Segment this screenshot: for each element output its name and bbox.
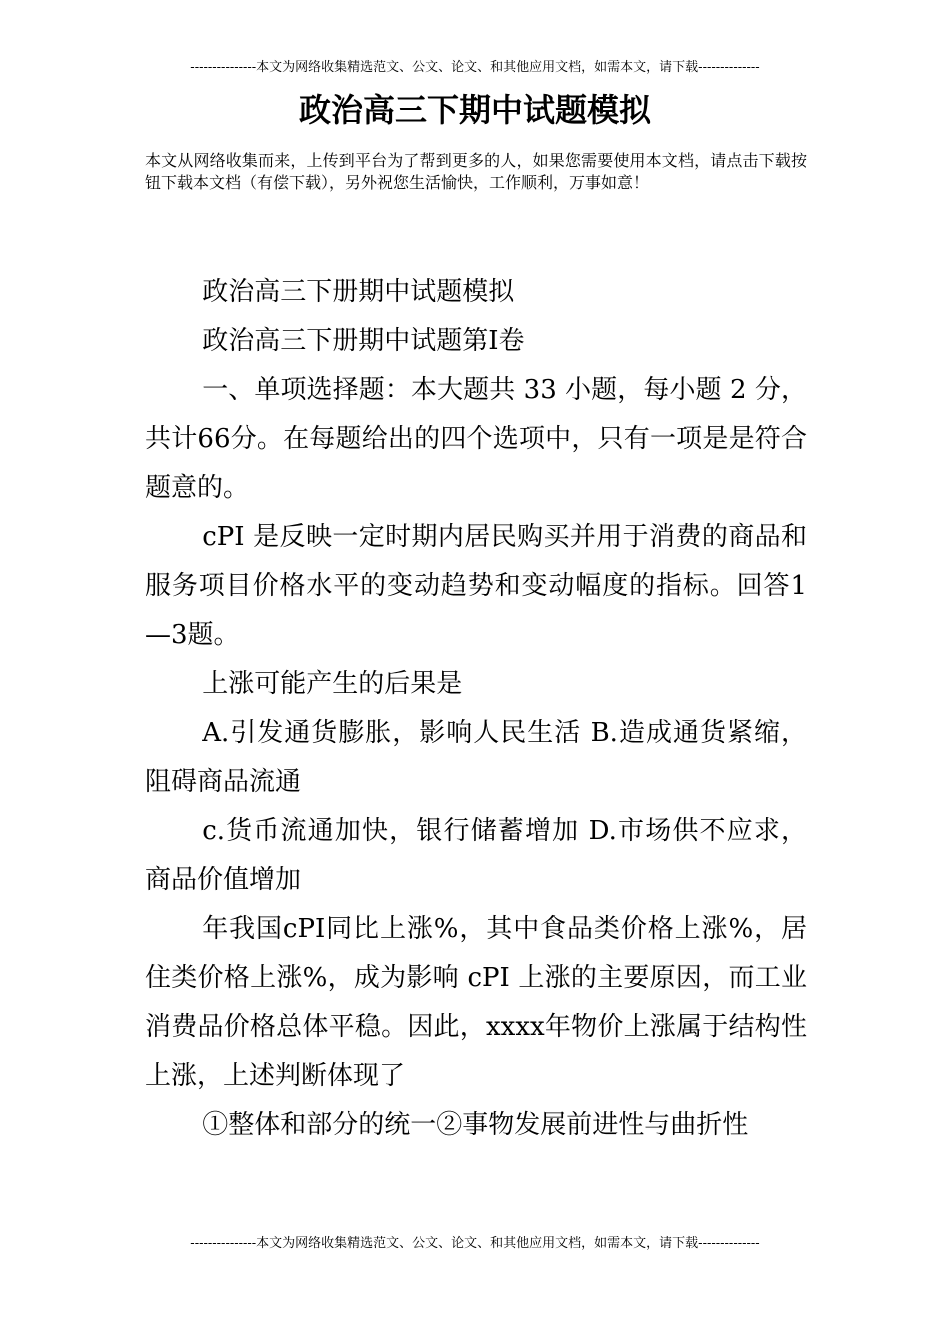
page-footer-note: ---------------本文为网络收集精选范文、公文、论文、和其他应用文档，如需本文，请下载-------------- (190, 1236, 760, 1251)
body-paragraph-statements: ①整体和部分的统一②事物发展前进性与曲折性 (202, 1110, 749, 1140)
document-title: 政治高三下期中试题模拟 (298, 91, 651, 129)
body-paragraph-question: 上涨可能产生的后果是 (202, 669, 463, 699)
body-paragraph-cpi-definition: cPI 是反映一定时期内居民购买并用于消费的商品和服务项目价格水平的变动趋势和变动幅度的指标。回答1—3题。 (145, 522, 807, 650)
body-paragraph-cpi-rise: 年我国cPI同比上涨%，其中食品类价格上涨%，居住类价格上涨%，成为影响 cPI 上涨的主要原因，而工业消费品价格总体平稳。因此，xxxx年物价上涨属于结构性上涨，上述判断体现了 (145, 914, 807, 1091)
page-header-note: ---------------本文为网络收集精选范文、公文、论文、和其他应用文档，如需本文，请下载-------------- (190, 60, 760, 75)
body-paragraph-instructions: 一、单项选择题：本大题共 33 小题，每小题 2 分，共计66分。在每题给出的四个选项中，只有一项是是符合题意的。 (145, 375, 807, 503)
body-paragraph-subtitle: 政治高三下册期中试题模拟 (202, 277, 515, 307)
intro-paragraph: 本文从网络收集而来，上传到平台为了帮到更多的人，如果您需要使用本文档，请点击下载按钮下载本文档（有偿下载），另外祝您生活愉快，工作顺利，万事如意！ (145, 151, 807, 192)
document-body (145, 268, 807, 1150)
body-paragraph-volume: 政治高三下册期中试题第Ⅰ卷 (202, 326, 525, 356)
body-paragraph-options-ab: A.引发通货膨胀，影响人民生活 B.造成通货紧缩，阻碍商品流通 (145, 718, 807, 797)
body-paragraph-options-cd: c.货币流通加快，银行储蓄增加 D.市场供不应求，商品价值增加 (145, 816, 807, 895)
